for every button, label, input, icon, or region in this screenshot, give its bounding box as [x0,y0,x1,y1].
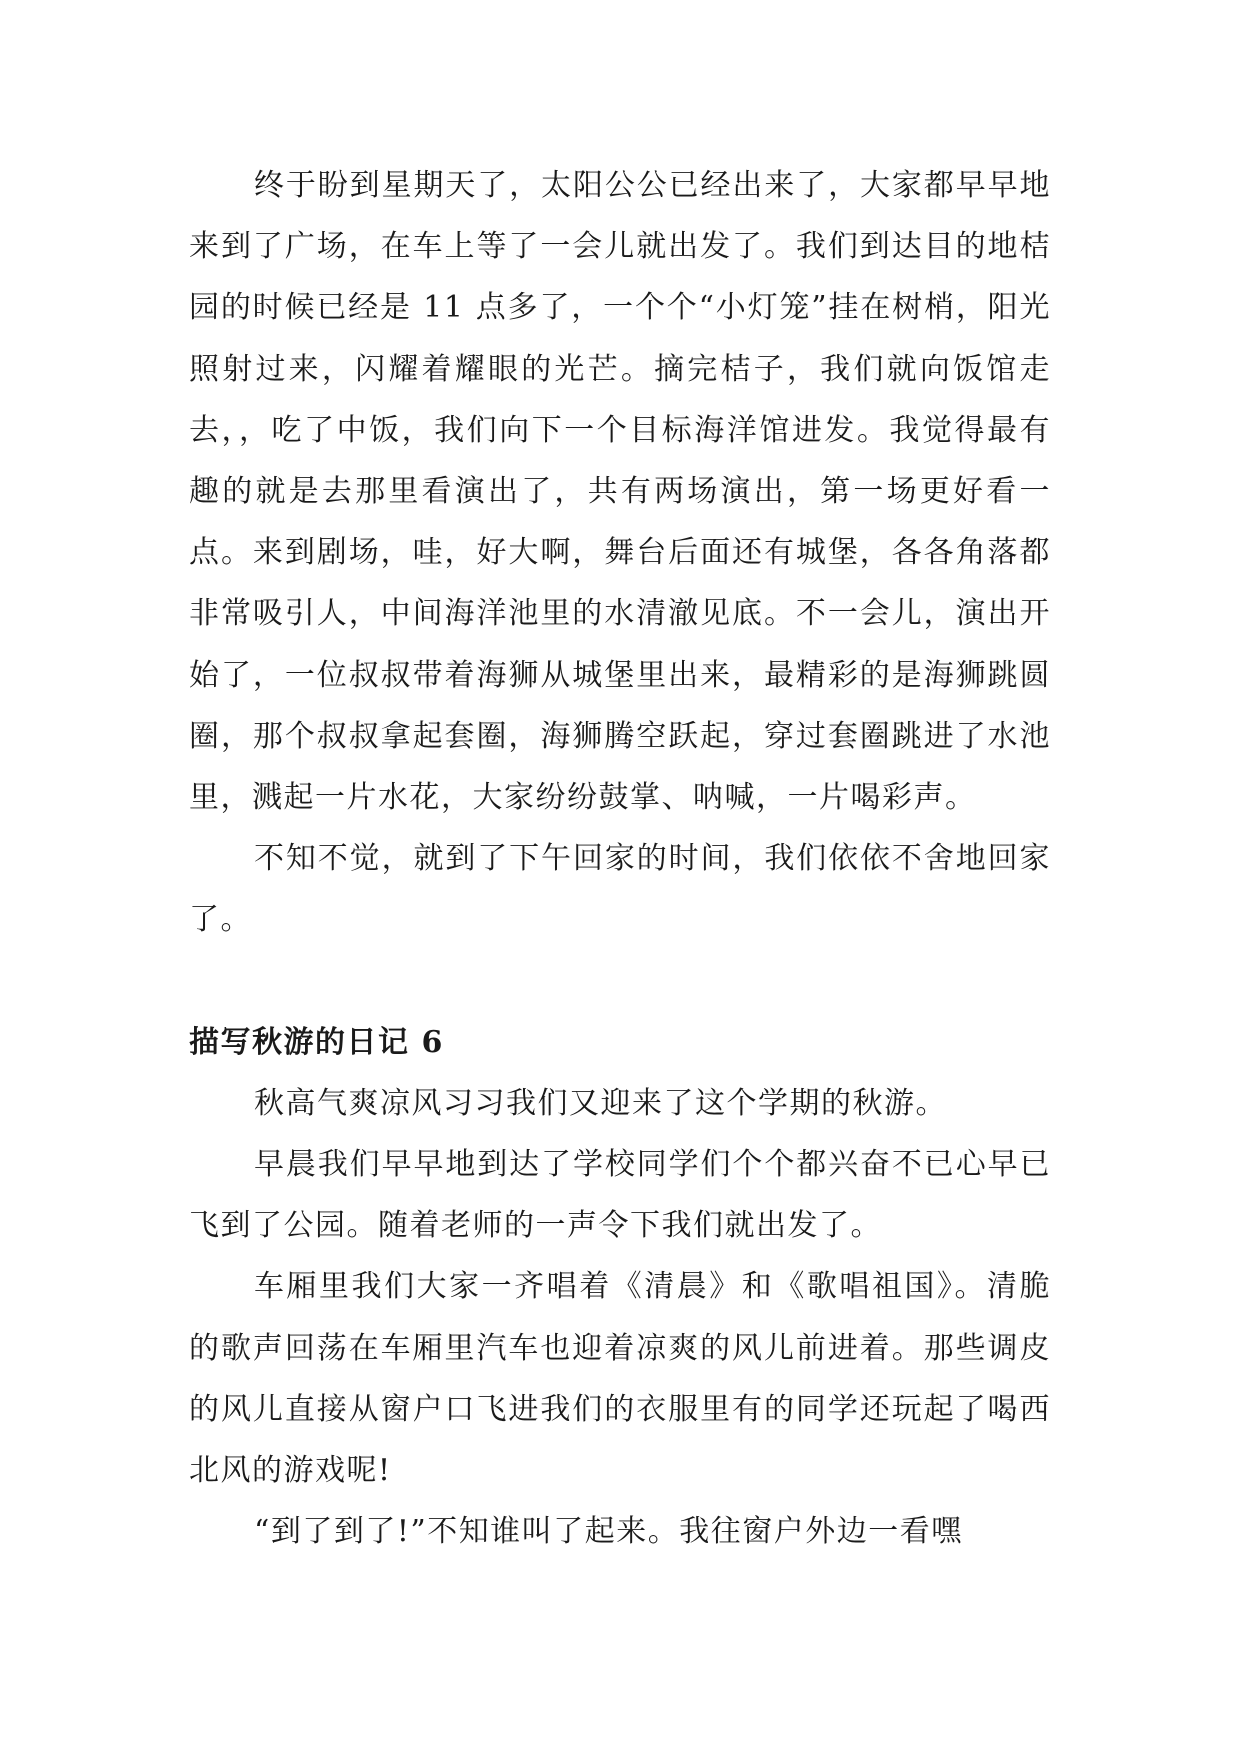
section-title: 描写秋游的日记 6 [189,1024,444,1060]
paragraph-bus-ride: 车厢里我们大家一齐唱着《清晨》和《歌唱祖国》。清脆的歌声回荡在车厢里汽车也迎着凉爽的风儿前进着。那些调皮的风儿直接从窗户口飞进我们的衣服里有的同学还玩起了喝西北风的游戏呢! [189,1269,1051,1489]
document-page [189,155,1051,1562]
paragraph-orchard-trip: 终于盼到星期天了，太阳公公已经出来了，大家都早早地来到了广场，在车上等了一会儿就出发了。我们到达目的地桔园的时候已经是 11 点多了，一个个“小灯笼”挂在树梢，阳光照射过来，闪耀着耀眼的光芒。摘完桔子，我们就向饭馆走去，，吃了中饭，我们向下一个目标海洋馆进发。我觉得最有趣的就是去那里看演出了，共有两场演出，第一场更好看一点。来到剧场，哇，好大啊，舞台后面还有城堡，各各角落都非常吸引人，中间海洋池里的水清澈见底。不一会儿，演出开始了，一位叔叔带着海狮从城堡里出来，最精彩的是海狮跳圆圈，那个叔叔拿起套圈，海狮腾空跃起，穿过套圈跳进了水池里，溅起一片水花，大家纷纷鼓掌、呐喊，一片喝彩声。 [189,168,1051,816]
paragraph-going-home: 不知不觉，就到了下午回家的时间，我们依依不舍地回家了。 [189,841,1051,938]
section-spacer [189,951,1051,1012]
paragraph-morning: 早晨我们早早地到达了学校同学们个个都兴奋不已心早已飞到了公园。随着老师的一声令下我们就出发了。 [189,1147,1051,1244]
paragraph-arrival: “到了到了!”不知谁叫了起来。我往窗户外边一看嘿 [254,1514,963,1550]
paragraph-autumn-intro: 秋高气爽凉风习习我们又迎来了这个学期的秋游。 [254,1085,947,1121]
